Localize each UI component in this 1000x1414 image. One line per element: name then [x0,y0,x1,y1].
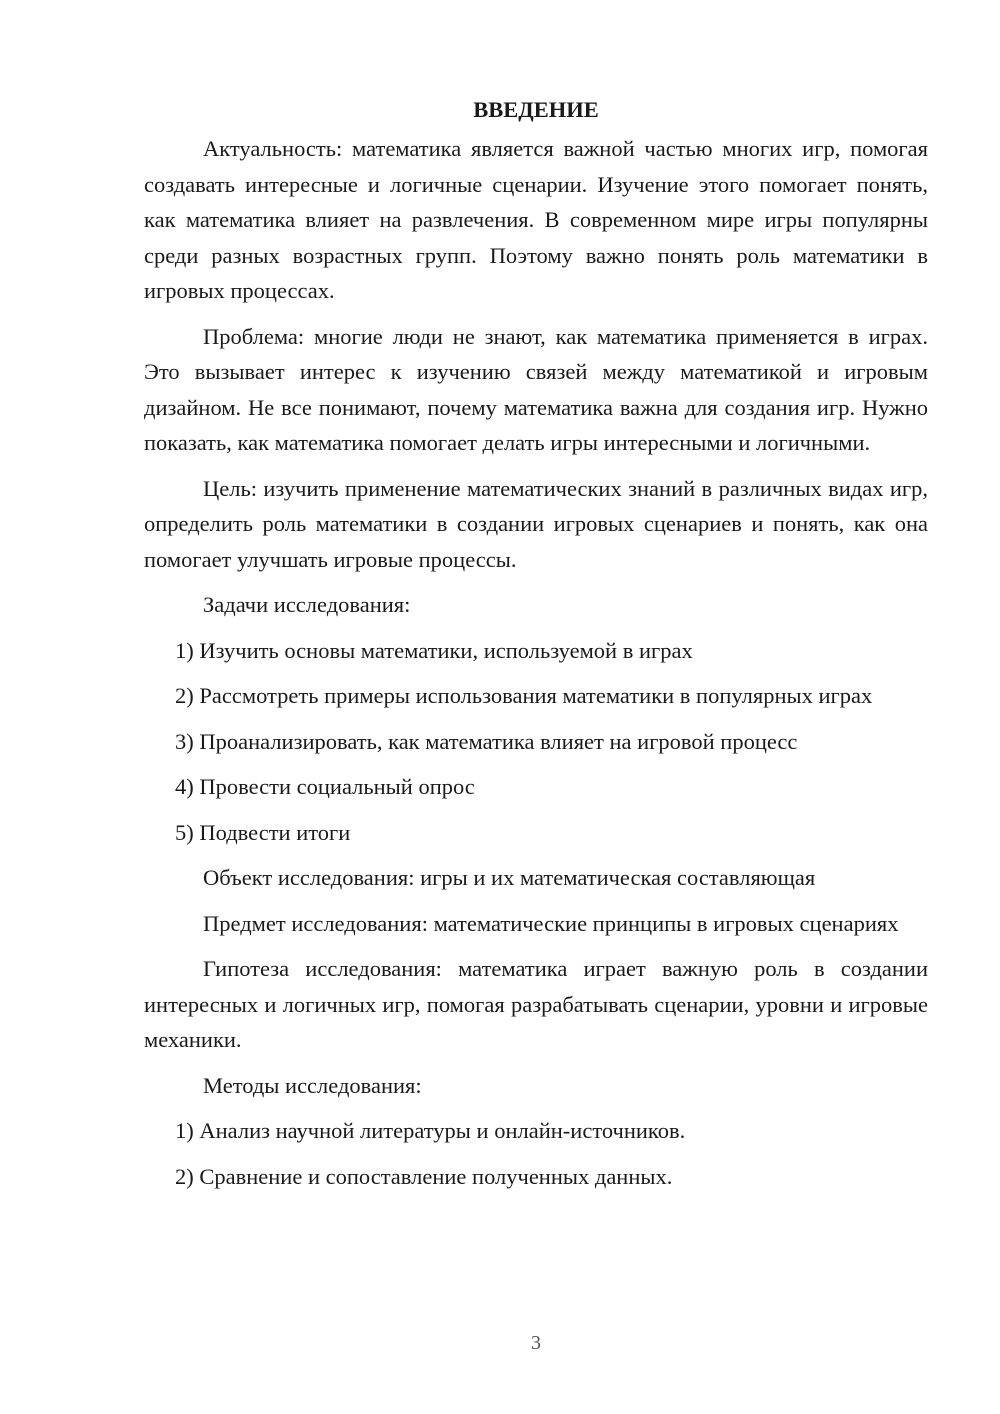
task-item: 1) Изучить основы математики, используемой в играх [175,637,693,663]
tasks-heading: Задачи исследования: [203,592,411,617]
page-content [144,92,928,1204]
task-item: 2) Рассмотреть примеры использования математики в популярных играх [175,683,873,708]
goal-paragraph: Цель: изучить применение математических знаний в различных видах игр, определить роль математики в создании игровых сценариев и понять, как она помогает улучшать игровые процессы. [144,475,928,572]
object-paragraph: Объект исследования: игры и их математическая составляющая [203,865,816,890]
method-item: 2) Сравнение и сопоставление полученных данных. [175,1163,673,1189]
relevance-paragraph: Актуальность: математика является важной частью многих игр, помогая создавать интересные и логичные сценарии. Изучение этого помогает понять, как математика влияет на развлечения. В современном мире игры популярны среди разных возрастных групп. Поэтому важно понять роль математики в игровых процессах. [144,136,928,303]
page-number: 3 [531,1332,541,1354]
task-item: 4) Провести социальный опрос [175,774,475,799]
task-item: 5) Подвести итоги [175,819,351,845]
method-item: 1) Анализ научной литературы и онлайн-источников. [175,1118,686,1143]
methods-heading: Методы исследования: [203,1072,422,1098]
problem-paragraph: Проблема: многие люди не знают, как математика применяется в играх. Это вызывает интерес к изучению связей между математикой и игровым дизайном. Не все понимают, почему математика важна для создания игр. Нужно показать, как математика помогает делать игры интересными и логичными. [144,323,928,455]
subject-paragraph: Предмет исследования: математические принципы в игровых сценариях [203,910,899,936]
section-title: ВВЕДЕНИЕ [473,97,599,122]
task-item: 3) Проанализировать, как математика влияет на игровой процесс [175,728,798,754]
hypothesis-paragraph: Гипотеза исследования: математика играет важную роль в создании интересных и логичных игр, помогая разрабатывать сценарии, уровни и игровые механики. [144,956,928,1052]
